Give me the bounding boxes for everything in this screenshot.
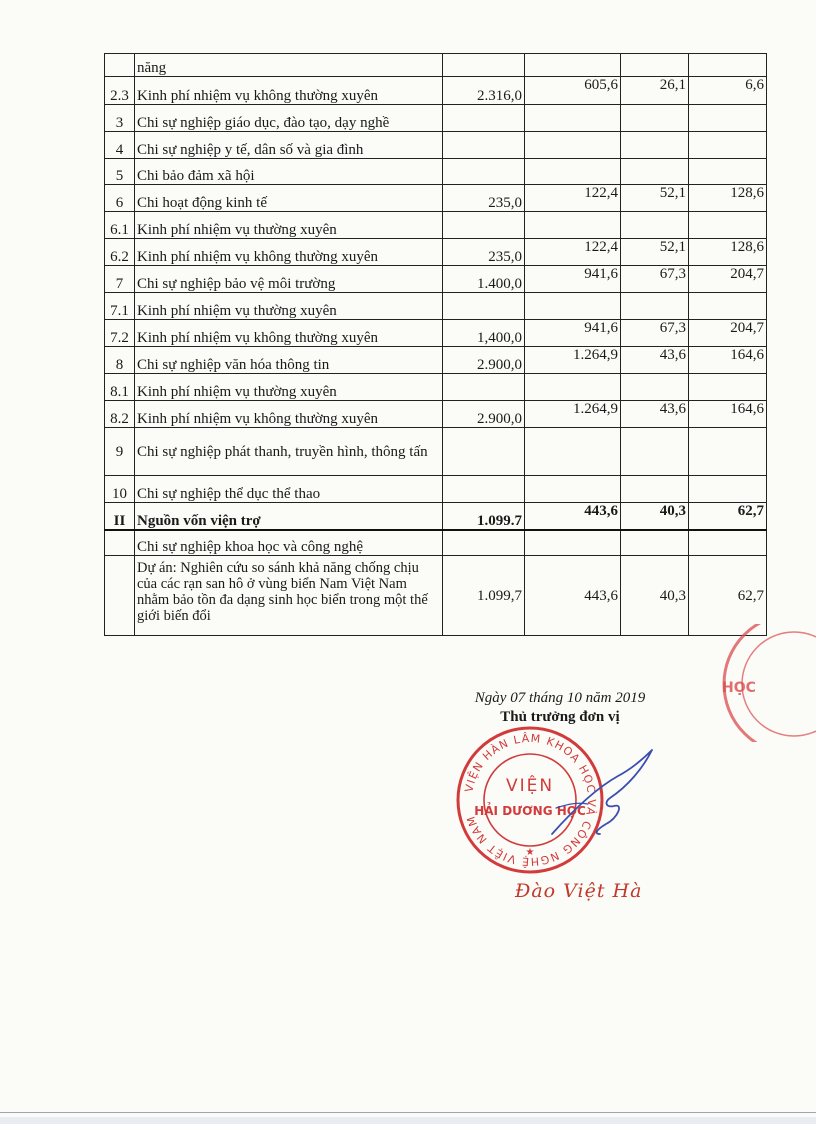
- table-row: [105, 428, 767, 476]
- cell-col2: [525, 212, 621, 239]
- cell-col1: [443, 159, 525, 185]
- svg-text:HỌC: HỌC: [722, 680, 756, 696]
- cell-col4: 62,7: [689, 556, 767, 636]
- cell-col3: 67,3: [621, 266, 689, 293]
- table-row: [105, 77, 767, 105]
- row-name: Kinh phí nhiệm vụ không thường xuyên: [135, 320, 443, 347]
- partial-seal-stamp: [704, 624, 816, 742]
- row-name: Chi bảo đảm xã hội: [135, 159, 443, 185]
- row-name: Kinh phí nhiệm vụ không thường xuyên: [135, 239, 443, 266]
- budget-table: [104, 53, 767, 636]
- cell-col3: 43,6: [621, 401, 689, 428]
- table-row: [105, 556, 767, 636]
- svg-text:★: ★: [525, 847, 535, 858]
- cell-col4: [689, 293, 767, 320]
- table-row: [105, 374, 767, 401]
- table-row: [105, 530, 767, 556]
- row-number: 9: [105, 428, 135, 476]
- cell-col2: 1.264,9: [525, 347, 621, 374]
- row-number: 7.2: [105, 320, 135, 347]
- row-number: 8: [105, 347, 135, 374]
- cell-col1: [443, 293, 525, 320]
- cell-col3: 40,3: [621, 556, 689, 636]
- row-number: 6.2: [105, 239, 135, 266]
- cell-col1: [443, 54, 525, 77]
- date-line: Ngày 07 tháng 10 năm 2019: [474, 690, 646, 706]
- cell-col1: 235,0: [443, 239, 525, 266]
- row-number: 8.2: [105, 401, 135, 428]
- table-row: [105, 239, 767, 266]
- cell-col4: 128,6: [689, 185, 767, 212]
- cell-col4: [689, 105, 767, 132]
- cell-col1: [443, 105, 525, 132]
- row-name: Chi sự nghiệp bảo vệ môi trường: [135, 266, 443, 293]
- cell-col3: [621, 105, 689, 132]
- cell-col3: 43,6: [621, 347, 689, 374]
- cell-col2: 122,4: [525, 185, 621, 212]
- table-row: [105, 132, 767, 159]
- cell-col4: 6,6: [689, 77, 767, 105]
- row-name: Chi hoạt động kinh tế: [135, 185, 443, 212]
- row-name: Chi sự nghiệp y tế, dân số và gia đình: [135, 132, 443, 159]
- cell-col3: 40,3: [621, 503, 689, 530]
- row-number: 3: [105, 105, 135, 132]
- row-name: Chi sự nghiệp văn hóa thông tin: [135, 347, 443, 374]
- row-number: 8.1: [105, 374, 135, 401]
- cell-col4: [689, 132, 767, 159]
- row-number: 10: [105, 476, 135, 503]
- table-row: [105, 266, 767, 293]
- row-number: 7: [105, 266, 135, 293]
- row-number: [105, 556, 135, 636]
- cell-col1: 1.099.7: [443, 503, 525, 530]
- cell-col3: [621, 374, 689, 401]
- cell-col4: [689, 212, 767, 239]
- row-name: Kinh phí nhiệm vụ thường xuyên: [135, 212, 443, 239]
- cell-col2: 941,6: [525, 320, 621, 347]
- signer-role: Thủ trưởng đơn vị: [500, 709, 620, 725]
- row-number: 4: [105, 132, 135, 159]
- cell-col4: [689, 54, 767, 77]
- cell-col2: 443,6: [525, 503, 621, 530]
- cell-col2: [525, 428, 621, 476]
- row-number: 6.1: [105, 212, 135, 239]
- row-number: 7.1: [105, 293, 135, 320]
- cell-col3: [621, 476, 689, 503]
- row-name: Chi sự nghiệp khoa học và công nghệ: [135, 530, 443, 556]
- cell-col3: 52,1: [621, 185, 689, 212]
- row-name: Kinh phí nhiệm vụ thường xuyên: [135, 374, 443, 401]
- row-name: Chi sự nghiệp giáo dục, đào tạo, dạy nghề: [135, 105, 443, 132]
- cell-col4: [689, 159, 767, 185]
- row-name: Nguồn vốn viện trợ: [135, 503, 443, 530]
- cell-col2: 605,6: [525, 77, 621, 105]
- cell-col2: [525, 374, 621, 401]
- cell-col3: 26,1: [621, 77, 689, 105]
- cell-col4: 164,6: [689, 401, 767, 428]
- table-row: [105, 293, 767, 320]
- cell-col1: 1.099,7: [443, 556, 525, 636]
- cell-col1: 1,400,0: [443, 320, 525, 347]
- handwritten-signature: [548, 738, 668, 848]
- cell-col4: [689, 374, 767, 401]
- cell-col3: [621, 212, 689, 239]
- cell-col4: [689, 428, 767, 476]
- table-row: [105, 159, 767, 185]
- table-row: [105, 54, 767, 77]
- row-name: Kinh phí nhiệm vụ không thường xuyên: [135, 77, 443, 105]
- cell-col3: [621, 428, 689, 476]
- cell-col3: 67,3: [621, 320, 689, 347]
- table-row: [105, 185, 767, 212]
- cell-col4: [689, 476, 767, 503]
- cell-col1: 2.900,0: [443, 401, 525, 428]
- row-name: Kinh phí nhiệm vụ thường xuyên: [135, 293, 443, 320]
- row-name: Chi sự nghiệp thể dục thể thao: [135, 476, 443, 503]
- cell-col3: [621, 132, 689, 159]
- cell-col2: [525, 132, 621, 159]
- table-row-total: [105, 503, 767, 530]
- cell-col2: 122,4: [525, 239, 621, 266]
- table-row: [105, 212, 767, 239]
- cell-col1: 2.316,0: [443, 77, 525, 105]
- table-row: [105, 476, 767, 503]
- cell-col1: 2.900,0: [443, 347, 525, 374]
- cell-col4: [689, 530, 767, 556]
- cell-col1: 1.400,0: [443, 266, 525, 293]
- cell-col1: [443, 530, 525, 556]
- cell-col2: [525, 530, 621, 556]
- row-name: Chi sự nghiệp phát thanh, truyền hình, thông tấn: [135, 428, 443, 476]
- row-name: Dự án: Nghiên cứu so sánh khả năng chống chịu của các rạn san hô ở vùng biển Nam Việt Nam nhằm bảo tồn đa dạng sinh học biển trong một thế giới biến đổi: [135, 556, 443, 636]
- table-row: [105, 320, 767, 347]
- table-row: [105, 347, 767, 374]
- cell-col1: 235,0: [443, 185, 525, 212]
- cell-col4: 204,7: [689, 266, 767, 293]
- cell-col4: 164,6: [689, 347, 767, 374]
- row-name: Kinh phí nhiệm vụ không thường xuyên: [135, 401, 443, 428]
- cell-col2: [525, 54, 621, 77]
- row-number: [105, 530, 135, 556]
- cell-col2: [525, 159, 621, 185]
- cell-col1: [443, 476, 525, 503]
- row-number: 2.3: [105, 77, 135, 105]
- svg-text:VIỆN HÀN LÂM KHOA HỌC VÀ CÔNG: VIỆN HÀN LÂM KHOA HỌC VÀ CÔNG NGHỆ VIỆT NAM: [462, 731, 599, 869]
- cell-col2: 1.264,9: [525, 401, 621, 428]
- cell-col3: [621, 159, 689, 185]
- svg-text:HẢI DƯƠNG HỌC: HẢI DƯƠNG HỌC: [474, 804, 586, 818]
- cell-col3: 52,1: [621, 239, 689, 266]
- row-number: [105, 54, 135, 77]
- cell-col2: 443,6: [525, 556, 621, 636]
- scan-edge-line: [0, 1112, 816, 1113]
- cell-col3: [621, 54, 689, 77]
- cell-col1: [443, 374, 525, 401]
- cell-col2: [525, 476, 621, 503]
- cell-col3: [621, 293, 689, 320]
- cell-col4: 62,7: [689, 503, 767, 530]
- cell-col3: [621, 530, 689, 556]
- table-row: [105, 401, 767, 428]
- cell-col4: 204,7: [689, 320, 767, 347]
- svg-text:VIỆN: VIỆN: [505, 776, 555, 796]
- cell-col4: 128,6: [689, 239, 767, 266]
- cell-col1: [443, 132, 525, 159]
- table-row: [105, 105, 767, 132]
- signature-block: [430, 690, 690, 726]
- row-number: 5: [105, 159, 135, 185]
- row-name: năng: [135, 54, 443, 77]
- scan-edge-strip: [0, 1117, 816, 1124]
- cell-col1: [443, 428, 525, 476]
- cell-col2: 941,6: [525, 266, 621, 293]
- cell-col2: [525, 105, 621, 132]
- signer-name: Đào Việt Hà: [515, 880, 643, 902]
- row-number: II: [105, 503, 135, 530]
- row-number: 6: [105, 185, 135, 212]
- cell-col2: [525, 293, 621, 320]
- cell-col1: [443, 212, 525, 239]
